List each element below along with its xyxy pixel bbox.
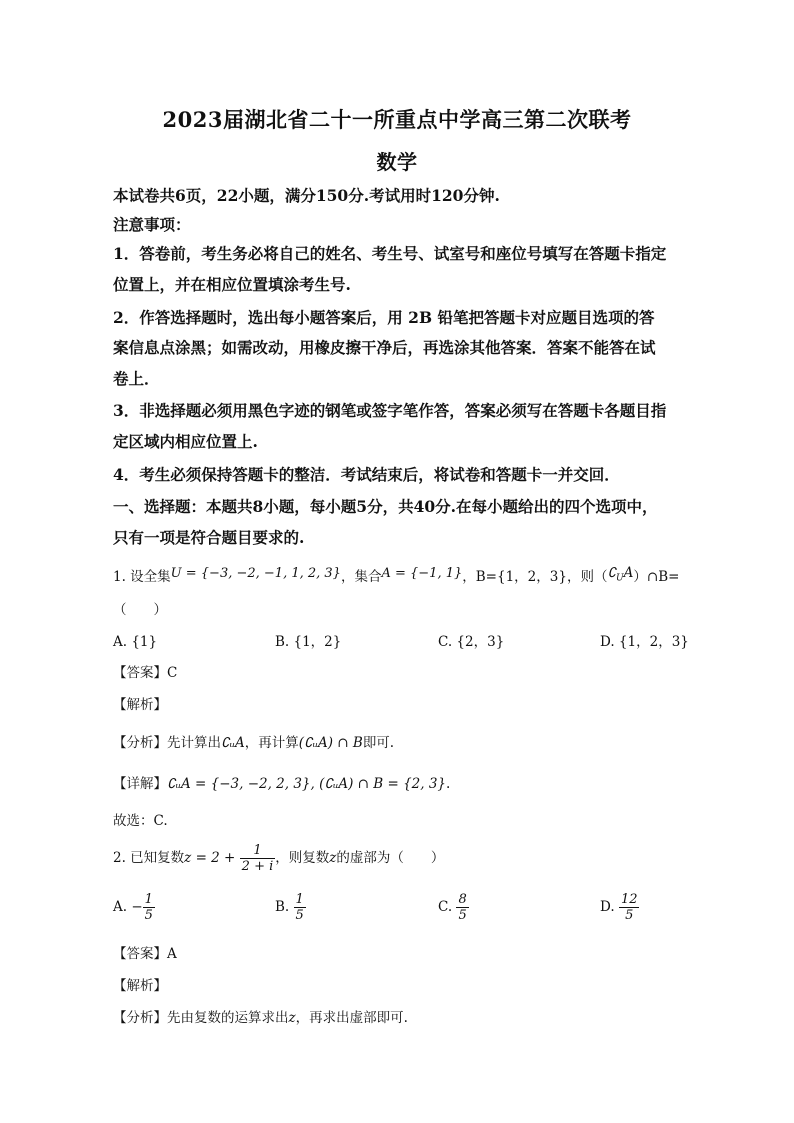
q2-text-a: 2. 已知复数 xyxy=(113,850,185,866)
q1-option-d: D. {1，2，3} xyxy=(600,634,689,650)
q2-option-d-num: 12 xyxy=(620,892,638,907)
question-1-stem xyxy=(113,567,679,593)
q2-var-z: z xyxy=(329,850,337,866)
fenxi-expr-2: (∁ᵤA) ∩ B xyxy=(298,735,363,751)
q2-option-d-den: 5 xyxy=(625,908,634,923)
question-2-stem xyxy=(113,841,444,875)
q1-text-d: ）∩B= xyxy=(633,569,680,585)
question-1-paren: （ ） xyxy=(113,602,167,618)
q1-option-b: B. {1，2} xyxy=(275,634,342,650)
q2-option-d-label: D. xyxy=(600,899,615,915)
q2-answer xyxy=(113,944,177,964)
section-1-line-2: 只有一项是符合题目要求的. xyxy=(113,528,305,547)
q2-analysis-label: 【解析】 xyxy=(113,978,167,994)
q2-option-a-den: 5 xyxy=(144,908,153,923)
section-1-line-1: 一、选择题：本题共8小题，每小题5分，共40分.在每小题给出的四个选项中， xyxy=(113,497,658,516)
q2-option-b-num: 1 xyxy=(295,892,304,907)
complement-symbol: ∁ xyxy=(607,565,617,581)
q2-fraction xyxy=(240,843,276,874)
q2-option-a xyxy=(113,890,155,924)
q1-set-u: U = {−3, −2, −1, 1, 2, 3} xyxy=(170,566,341,581)
q1-fenxi xyxy=(113,733,394,753)
q1-choose: 故选：C. xyxy=(113,813,168,829)
q2-option-a-num: 1 xyxy=(144,892,153,907)
fenxi-var: z xyxy=(288,1010,296,1026)
q1-text-a: 1. 设全集 xyxy=(113,569,171,585)
q2-text-c: 的虚部为（ ） xyxy=(336,850,445,866)
fenxi-text-c: 即可. xyxy=(362,735,395,751)
complement-subscript: U xyxy=(616,573,624,584)
q2-option-a-label: A. xyxy=(113,899,128,915)
q1-analysis-label: 【解析】 xyxy=(113,697,167,713)
q2-option-a-frac xyxy=(143,892,155,923)
note-3-line-2: 定区域内相应位置上. xyxy=(113,432,258,451)
detail-label: 【详解】 xyxy=(113,776,167,792)
q1-text-b: ，集合 xyxy=(340,569,382,585)
note-4: 4．考生必须保持答题卡的整洁．考试结束后，将试卷和答题卡一并交回． xyxy=(113,465,620,484)
q1-option-a: A. {1} xyxy=(113,634,158,650)
q1-answer xyxy=(113,663,177,683)
q2-option-c xyxy=(438,890,469,924)
q1-detail xyxy=(113,774,450,794)
fenxi-expr-1: ∁ᵤA xyxy=(221,735,245,751)
q2-option-b xyxy=(275,890,306,924)
fenxi-text-b: ，再求出虚部即可. xyxy=(295,1010,408,1026)
q2-option-b-frac xyxy=(294,892,306,923)
q1-option-c: C. {2，3} xyxy=(438,634,505,650)
note-2-line-2: 案信息点涂黑；如需改动，用橡皮擦干净后，再选涂其他答案．答案不能答在试 xyxy=(113,338,656,357)
q2-option-c-label: C. xyxy=(438,899,453,915)
note-2-line-3: 卷上． xyxy=(113,369,160,388)
subject-title: 数学 xyxy=(376,150,418,174)
detail-expr: ∁ᵤA = {−3, −2, 2, 3}, (∁ᵤA) ∩ B = {2, 3} xyxy=(167,776,447,792)
q1-set-a: A = {−1, 1} xyxy=(381,566,463,581)
q2-option-a-sign: − xyxy=(131,899,143,915)
note-2-line-1: 2．作答选择题时，选出每小题答案后，用 2B 铅笔把答题卡对应题目选项的答 xyxy=(113,308,655,327)
q2-option-c-frac xyxy=(456,892,468,923)
q2-option-b-den: 5 xyxy=(295,908,304,923)
fenxi-text-b: ，再计算 xyxy=(244,735,299,751)
note-3-line-1: 3．非选择题必须用黑色字迹的钢笔或签字笔作答，答案必须写在答题卡各题目指 xyxy=(113,401,667,420)
exam-title: 2023届湖北省二十一所重点中学高三第二次联考 xyxy=(162,107,632,132)
q2-option-c-den: 5 xyxy=(458,908,467,923)
answer-value: C xyxy=(167,665,178,681)
q2-frac-num: 1 xyxy=(240,843,276,859)
complement-var: A xyxy=(623,565,634,581)
q2-text-b: ，则复数 xyxy=(275,850,330,866)
fenxi-text-a: 先由复数的运算求出 xyxy=(167,1010,289,1026)
q1-text-c: ，B={1，2，3}，则（ xyxy=(462,569,608,585)
note-1-line-2: 位置上，并在相应位置填涂考生号. xyxy=(113,275,351,294)
answer-label: 【答案】 xyxy=(113,665,167,681)
q2-option-d-frac xyxy=(619,892,640,923)
answer-value: A xyxy=(167,946,177,962)
fenxi-text-a: 先计算出 xyxy=(167,735,221,751)
q2-option-b-label: B. xyxy=(275,899,290,915)
note-1-line-1: 1．答卷前，考生务必将自己的姓名、考生号、试室号和座位号填写在答题卡指定 xyxy=(113,244,667,263)
fenxi-label: 【分析】 xyxy=(113,735,167,751)
q2-option-d xyxy=(600,890,639,924)
answer-label: 【答案】 xyxy=(113,946,167,962)
notice-title: 注意事项： xyxy=(113,215,191,234)
q2-frac-den: 2 + i xyxy=(241,859,274,874)
q2-fenxi xyxy=(113,1008,408,1028)
exam-summary: 本试卷共6页，22小题，满分150分.考试用时120分钟. xyxy=(113,186,500,205)
q2-option-c-num: 8 xyxy=(458,892,467,907)
fenxi-label: 【分析】 xyxy=(113,1010,167,1026)
detail-end: . xyxy=(446,776,451,792)
q2-expr-z: z = 2 + xyxy=(184,850,236,866)
